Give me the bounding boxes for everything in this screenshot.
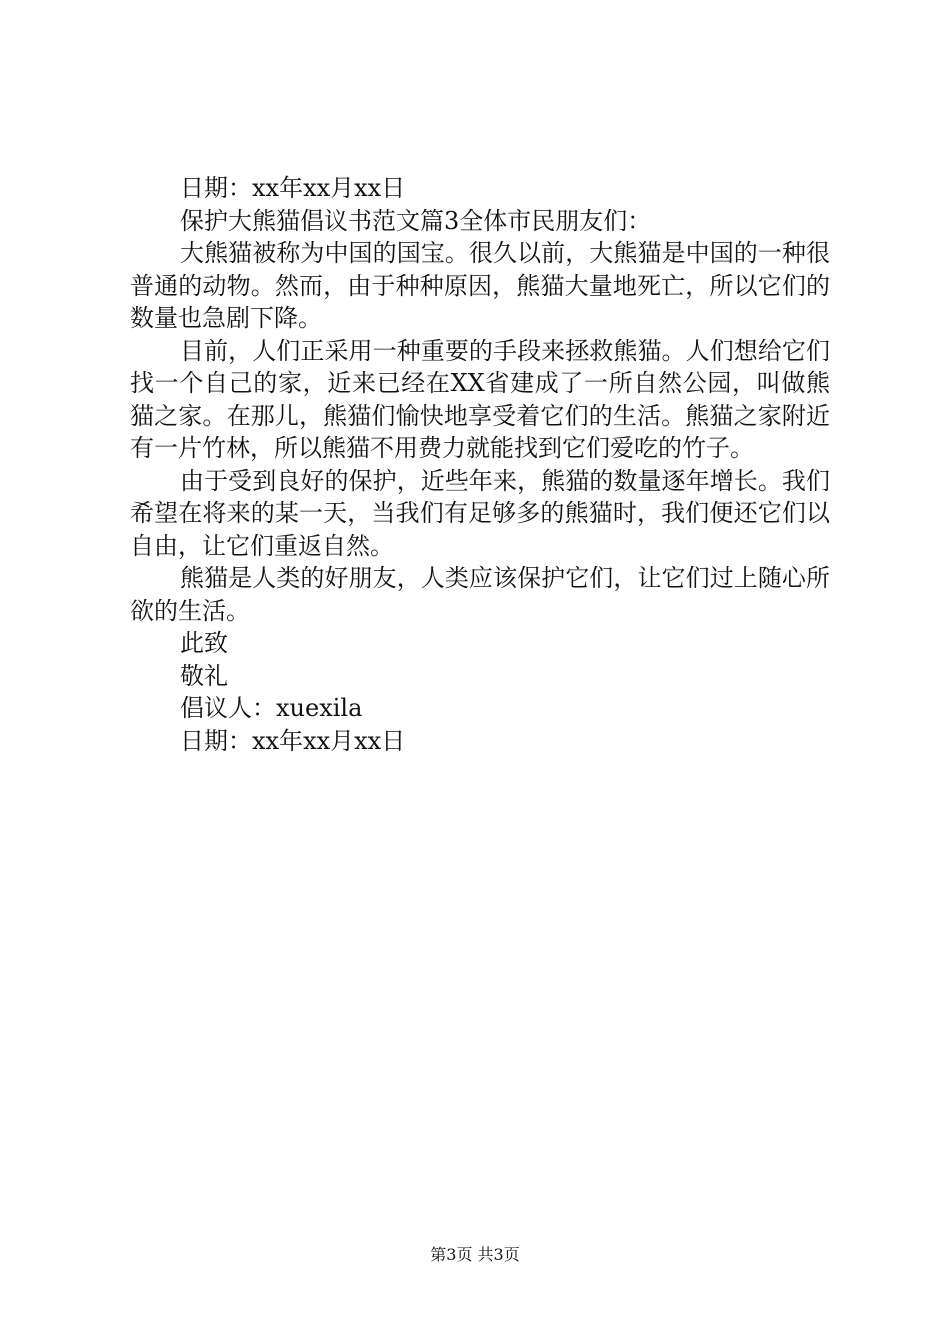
date-line-bottom: 日期：xx年xx月xx日 xyxy=(180,726,406,755)
page-footer: 第3页 共3页 xyxy=(430,1245,520,1264)
initiator-signature: 倡议人：xuexila xyxy=(180,694,363,722)
date-line-top: 日期：xx年xx月xx日 xyxy=(180,174,406,202)
closing-salutation: 此致 xyxy=(180,629,228,657)
paragraph-population: 由于受到良好的保护，近些年来，熊猫的数量逐年增长。我们希望在将来的某一天，当我们有足够多的熊猫时，我们便还它们以自由，让它们重返自然。 xyxy=(130,466,830,560)
closing-regards: 敬礼 xyxy=(180,661,228,690)
paragraph-intro: 大熊猫被称为中国的国宝。很久以前，大熊猫是中国的一种很普通的动物。然而，由于种种原因，熊猫大量地死亡，所以它们的数量也急剧下降。 xyxy=(130,239,830,332)
paragraph-panda-home: 目前，人们正采用一种重要的手段来拯救熊猫。人们想给它们找一个自己的家，近来已经在XX省建成了一所自然公园，叫做熊猫之家。在那儿，熊猫们愉快地享受着它们的生活。熊猫之家附近有一片竹林，所以熊猫不用费力就能找到它们爱吃的竹子。 xyxy=(130,336,830,462)
letter-heading: 保护大熊猫倡议书范文篇3全体市民朋友们： xyxy=(180,206,652,235)
paragraph-friends: 熊猫是人类的好朋友，人类应该保护它们，让它们过上随心所欲的生活。 xyxy=(130,564,830,625)
document-body xyxy=(130,172,830,757)
